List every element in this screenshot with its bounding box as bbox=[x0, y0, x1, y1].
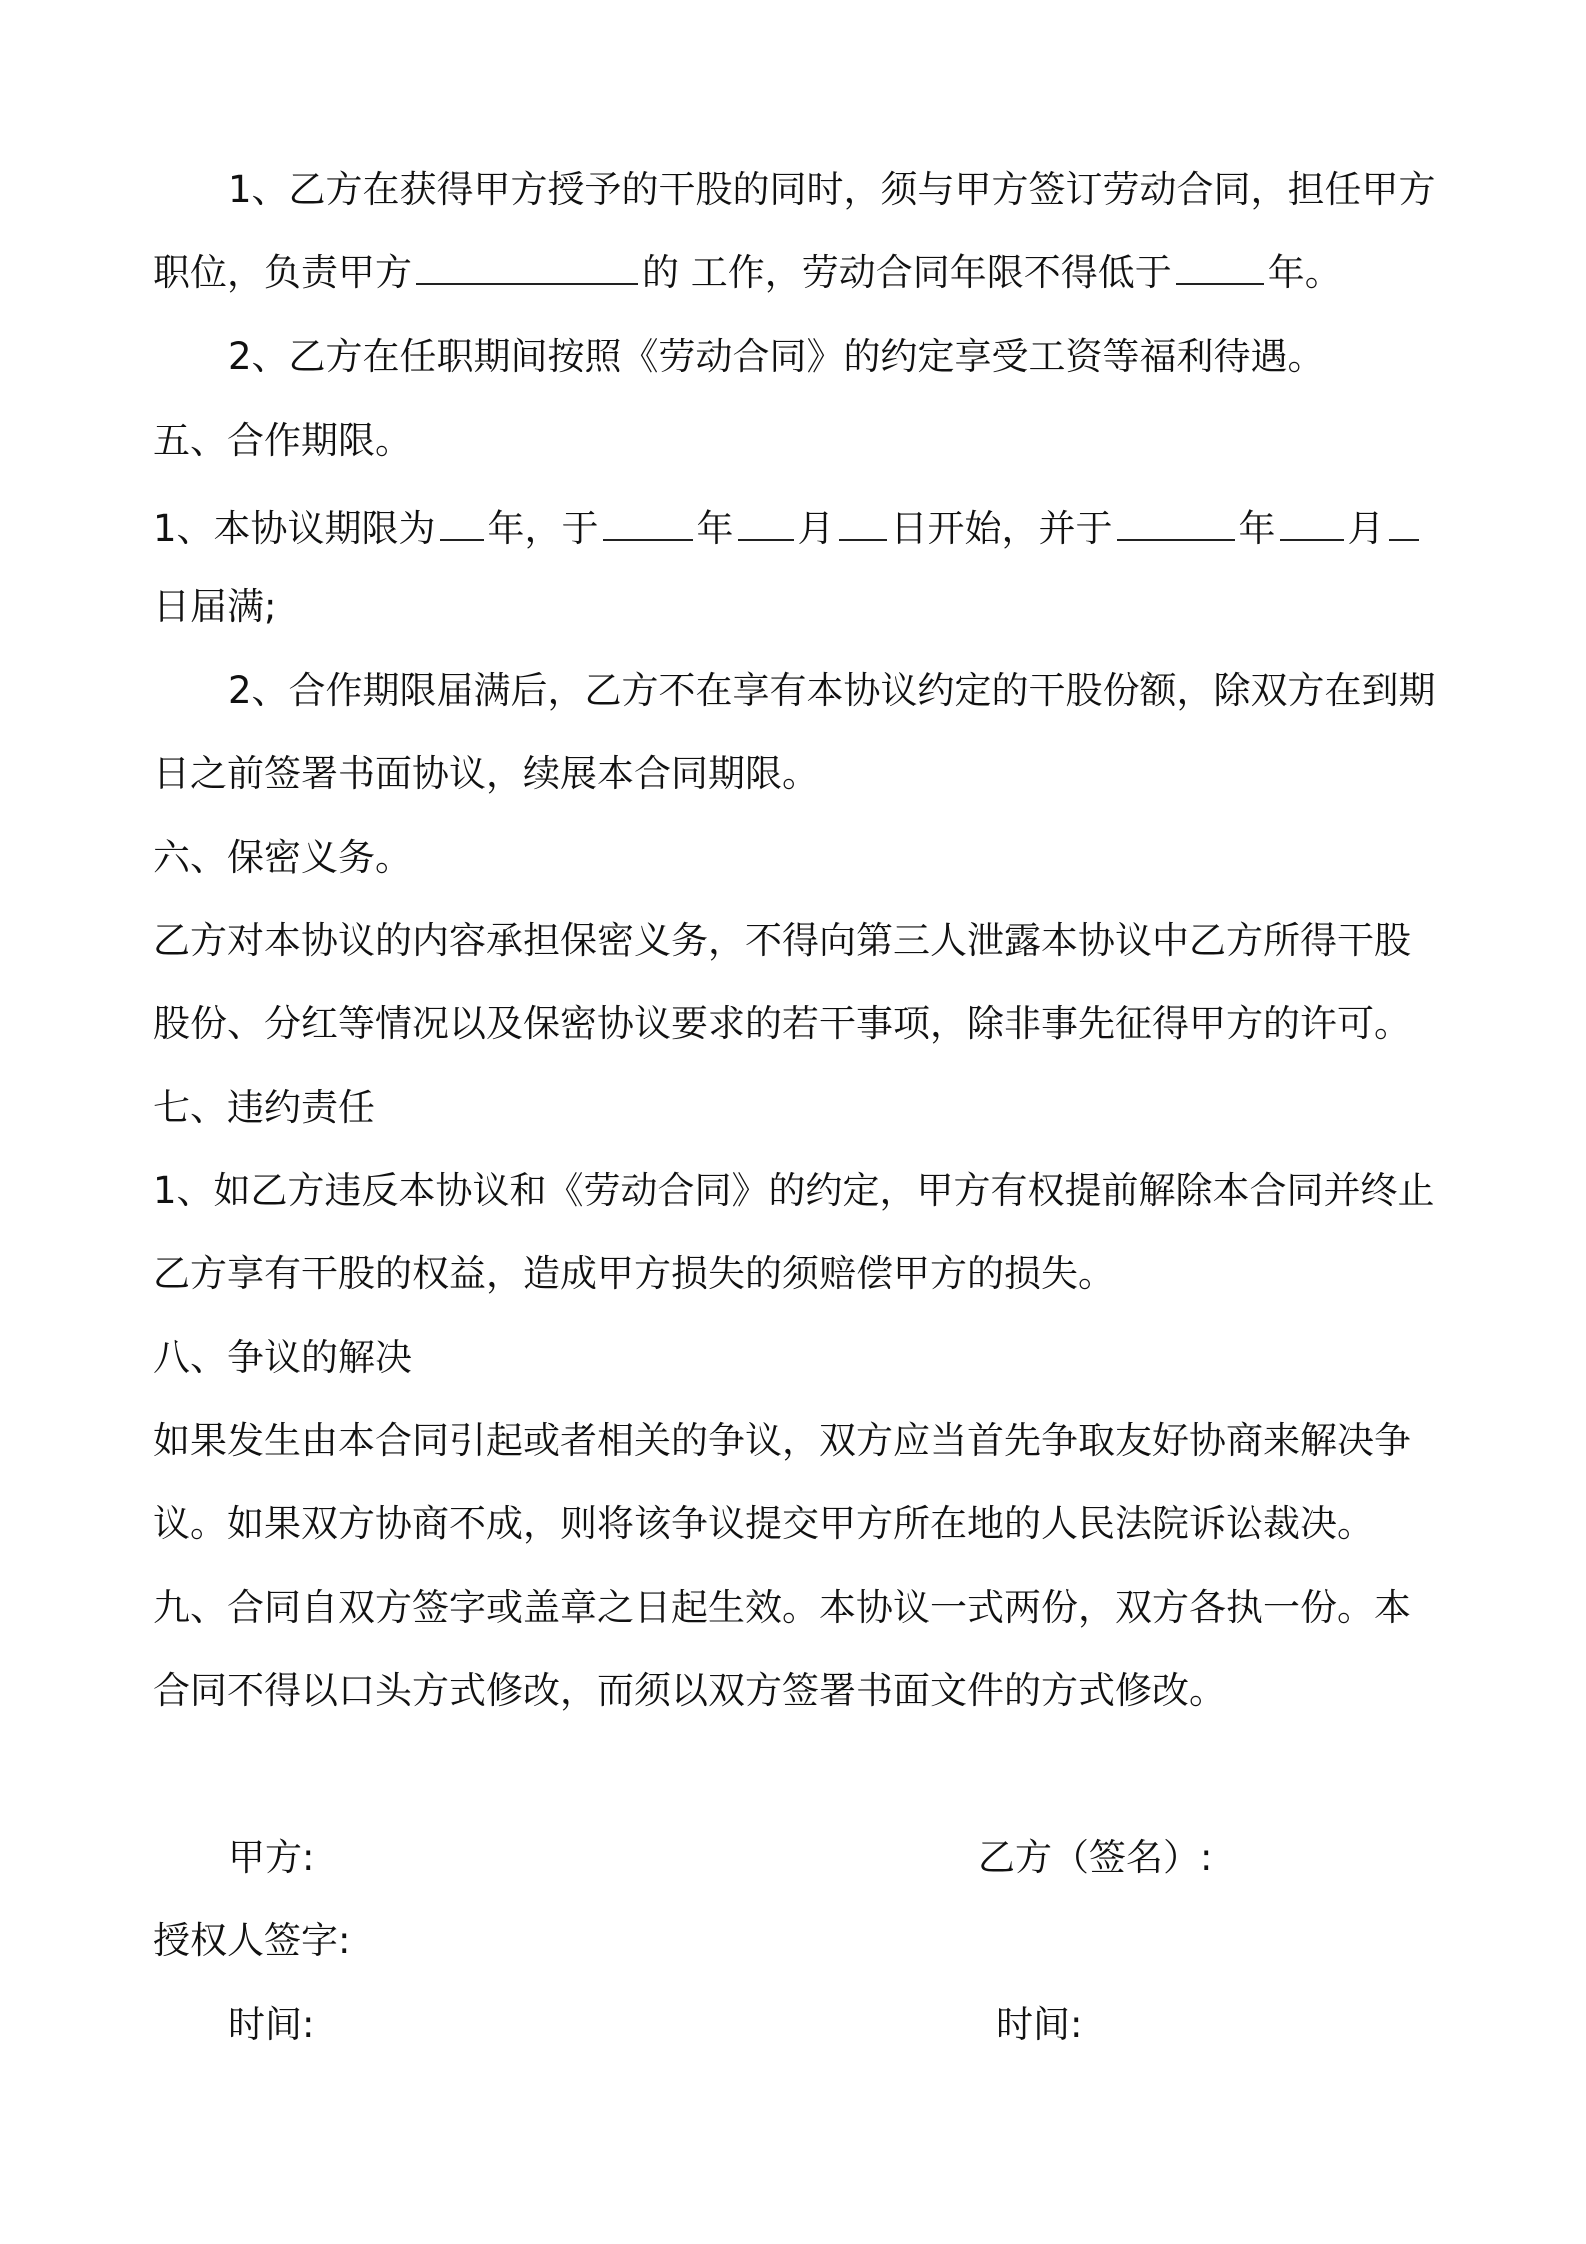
section5-item1-line1 bbox=[153, 504, 1423, 554]
text-segment: 的 工作，劳动合同年限不得低于 bbox=[642, 251, 1172, 294]
section8-line1: 如果发生由本合同引起或者相关的争议，双方应当首先争取友好协商来解决争 bbox=[153, 1419, 1411, 1462]
authorized-signature-label: 授权人签字: bbox=[153, 1919, 351, 1962]
blank-field-contract-years[interactable] bbox=[1176, 253, 1264, 285]
section7-line2: 乙方享有干股的权益，造成甲方损失的须赔偿甲方的损失。 bbox=[153, 1252, 1115, 1295]
blank-field-end-month[interactable] bbox=[1280, 509, 1344, 541]
section5-item2-line2: 日之前签署书面协议，续展本合同期限。 bbox=[153, 752, 819, 795]
section8-heading: 八、争议的解决 bbox=[153, 1336, 412, 1379]
section5-item2-line1: 2、合作期限届满后，乙方不在享有本协议约定的干股份额，除双方在到期 bbox=[228, 669, 1436, 712]
section5-heading: 五、合作期限。 bbox=[153, 419, 412, 462]
party-b-label: 乙方（签名）: bbox=[978, 1836, 1213, 1879]
text-segment: 日开始，并于 bbox=[890, 507, 1113, 550]
section6-heading: 六、保密义务。 bbox=[153, 836, 412, 879]
section6-line2: 股份、分红等情况以及保密协议要求的若干事项，除非事先征得甲方的许可。 bbox=[153, 1002, 1411, 1045]
blank-field-end-day[interactable] bbox=[1389, 509, 1419, 541]
text-segment: 月 bbox=[797, 507, 835, 550]
section7-heading: 七、违约责任 bbox=[153, 1086, 375, 1129]
blank-field-start-year[interactable] bbox=[603, 509, 693, 541]
section5-item1-line2: 日届满; bbox=[153, 585, 277, 628]
section7-line1: 1、如乙方违反本协议和《劳动合同》的约定，甲方有权提前解除本合同并终止 bbox=[153, 1169, 1435, 1212]
blank-field-end-year[interactable] bbox=[1117, 509, 1235, 541]
blank-field-position[interactable] bbox=[416, 253, 638, 285]
party-a-time-label: 时间: bbox=[228, 2003, 315, 2046]
text-segment: 1、本协议期限为 bbox=[153, 507, 436, 550]
blank-field-start-month[interactable] bbox=[738, 509, 794, 541]
party-a-label: 甲方: bbox=[228, 1836, 315, 1879]
section6-line1: 乙方对本协议的内容承担保密义务，不得向第三人泄露本协议中乙方所得干股 bbox=[153, 919, 1411, 962]
text-segment: 职位，负责甲方 bbox=[153, 251, 412, 294]
blank-field-term-years[interactable] bbox=[440, 509, 484, 541]
party-b-time-label: 时间: bbox=[996, 2003, 1083, 2046]
text-segment: 年 bbox=[696, 507, 734, 550]
text-segment: 年。 bbox=[1267, 251, 1342, 294]
text-segment: 年 bbox=[1238, 507, 1276, 550]
section9-line1: 九、合同自双方签字或盖章之日起生效。本协议一式两份，双方各执一份。本 bbox=[153, 1586, 1411, 1629]
text-segment: 月 bbox=[1347, 507, 1385, 550]
section4-item1-line1: 1、乙方在获得甲方授予的干股的同时，须与甲方签订劳动合同，担任甲方 bbox=[228, 168, 1436, 211]
section9-line2: 合同不得以口头方式修改，而须以双方签署书面文件的方式修改。 bbox=[153, 1669, 1226, 1712]
section8-line2: 议。如果双方协商不成，则将该争议提交甲方所在地的人民法院诉讼裁决。 bbox=[153, 1502, 1374, 1545]
section4-item1-line2 bbox=[153, 248, 1342, 298]
section4-item2: 2、乙方在任职期间按照《劳动合同》的约定享受工资等福利待遇。 bbox=[228, 335, 1325, 378]
blank-field-start-day[interactable] bbox=[839, 509, 887, 541]
text-segment: 年，于 bbox=[487, 507, 599, 550]
